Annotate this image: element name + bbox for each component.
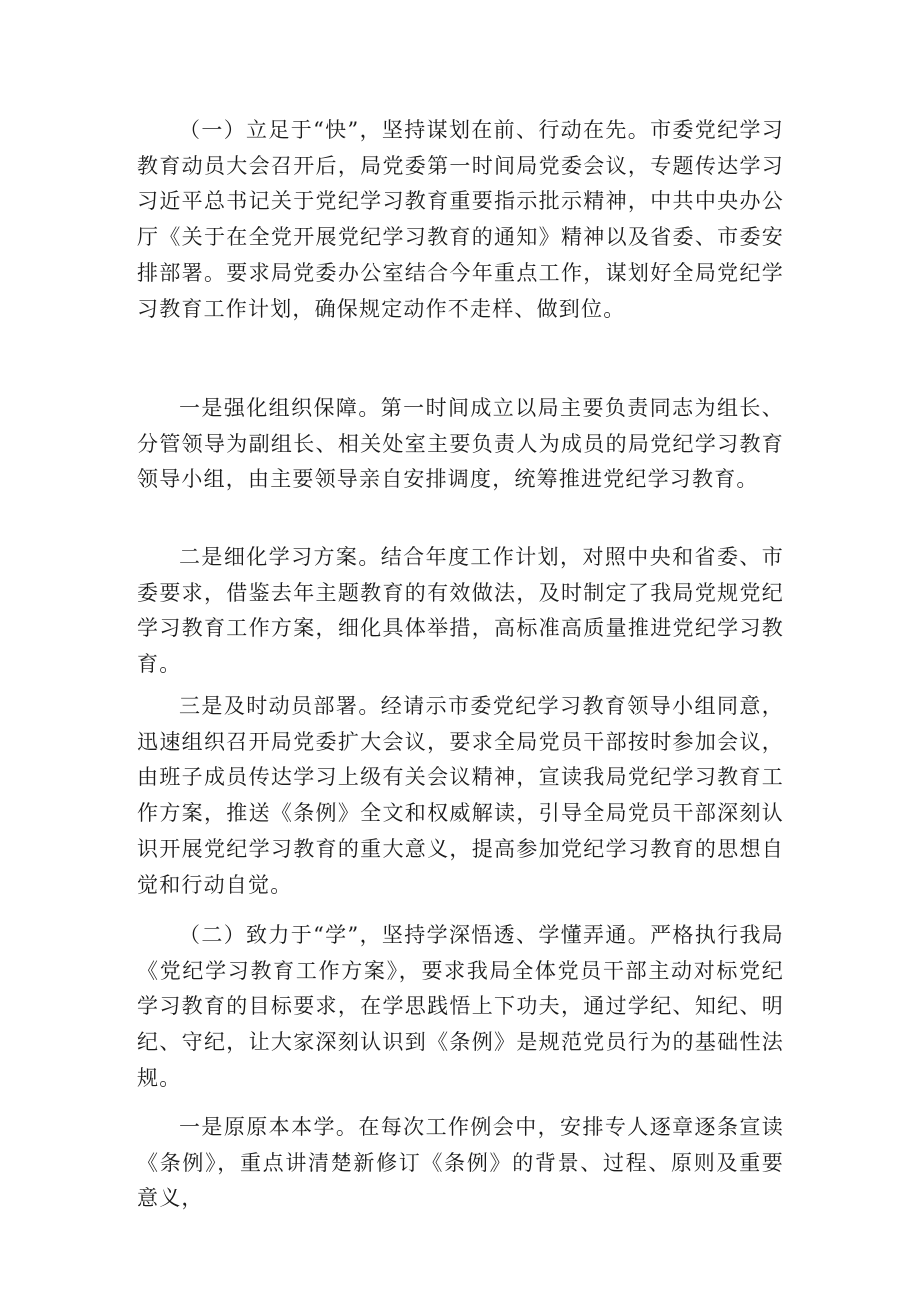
paragraph-mobilization: 三是及时动员部署。经请示市委党纪学习教育领导小组同意，迅速组织召开局党委扩大会议，要求全局党员干部按时参加会议，由班子成员传达学习上级有关会议精神，宣读我局党纪学习教育工作方案，推送《条例》全文和权威解读，引导全局党员干部深刻认识开展党纪学习教育的重大意义，提高参加党纪学习教育的思想自觉和行动自觉。 <box>137 694 784 897</box>
paragraph-study-plan: 二是细化学习方案。结合年度工作计划，对照中央和省委、市委要求，借鉴去年主题教育的有效做法，及时制定了我局党规党纪学习教育工作方案，细化具体举措，高标准高质量推进党纪学习教育。 <box>137 545 784 677</box>
paragraph-organization-guarantee: 一是强化组织保障。第一时间成立以局主要负责同志为组长、分管领导为副组长、相关处室主要负责人为成员的局党纪学习教育领导小组，由主要领导亲自安排调度，统筹推进党纪学习教育。 <box>137 396 784 492</box>
paragraph-original-study: 一是原原本本学。在每次工作例会中，安排专人逐章逐条宣读《条例》，重点讲清楚新修订《条例》的背景、过程、原则及重要意义， <box>137 1115 784 1211</box>
paragraph-section-two-heading: （二）致力于“学”，坚持学深悟透、学懂弄通。严格执行我局《党纪学习教育工作方案》，要求我局全体党员干部主动对标党纪学习教育的目标要求，在学思践悟上下功夫，通过学纪、知纪、明纪、守纪，让大家深刻认识到《条例》是规范党员行为的基础性法规。 <box>137 923 784 1090</box>
paragraph-section-one-heading: （一）立足于“快”，坚持谋划在前、行动在先。市委党纪学习教育动员大会召开后，局党委第一时间局党委会议，专题传达学习习近平总书记关于党纪学习教育重要指示批示精神，中共中央办公厅《关于在全党开展党纪学习教育的通知》精神以及省委、市委安排部署。要求局党委办公室结合今年重点工作，谋划好全局党纪学习教育工作计划，确保规定动作不走样、做到位。 <box>137 118 784 321</box>
